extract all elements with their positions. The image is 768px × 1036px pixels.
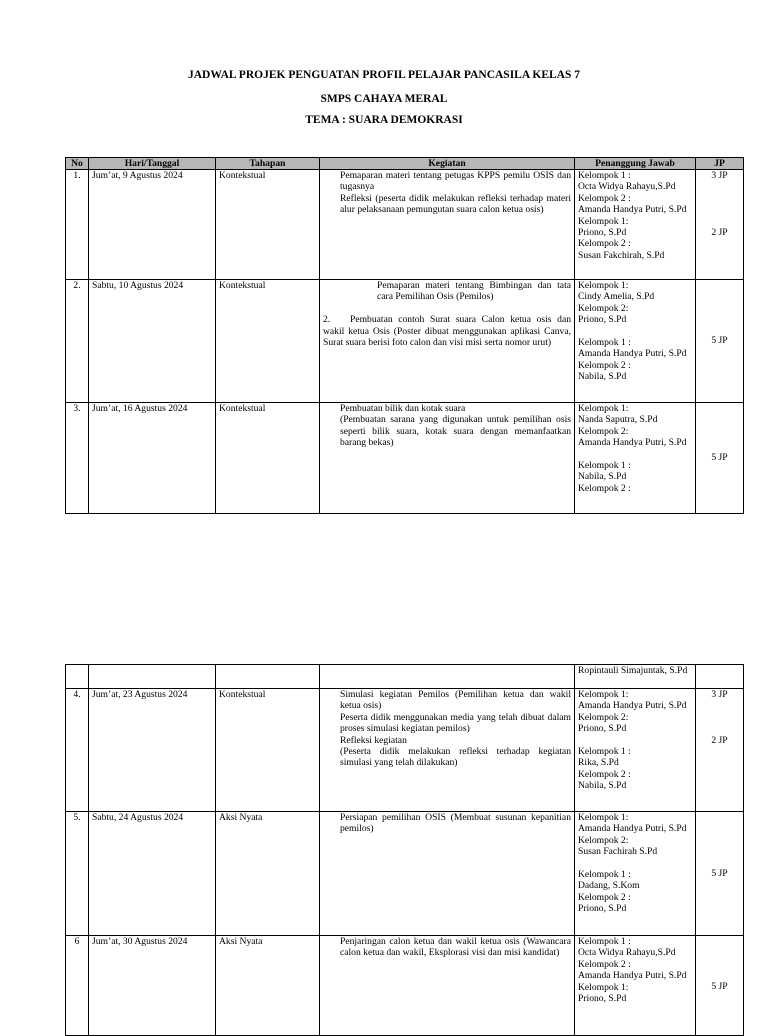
row-pic <box>575 936 696 1036</box>
pic-line: Octa Widya Rahayu,S.Pd <box>578 947 676 959</box>
row-phase: Kontekstual <box>216 403 320 514</box>
pic-line: Kelompok 1 : <box>578 869 631 881</box>
pic-line: Priono, S.Pd <box>578 723 627 735</box>
pic-line: Rika, S.Pd <box>578 757 619 769</box>
row-number: 4. <box>66 689 89 812</box>
pic-line: Nabila, S.Pd <box>578 371 627 383</box>
pic-line: Kelompok 1 : <box>578 460 631 472</box>
header-jp: JP <box>696 158 744 170</box>
table-row <box>66 936 744 1036</box>
pic-line: Amanda Handya Putri, S.Pd <box>578 437 687 449</box>
row-date: Sabtu, 24 Agustus 2024 <box>89 812 216 936</box>
row-activity <box>320 170 575 280</box>
table-row <box>66 170 744 280</box>
header-activity: Kegiatan <box>320 158 575 170</box>
school-name: SMPS CAHAYA MERAL <box>320 93 448 105</box>
pic-line: Kelompok 2: <box>578 834 629 846</box>
table-header-row <box>66 158 744 170</box>
row-pic <box>575 170 696 280</box>
document-title: JADWAL PROJEK PENGUATAN PROFIL PELAJAR PANCASILA KELAS 7 <box>188 69 580 81</box>
row-number: 1. <box>66 170 89 280</box>
pic-line: Priono, S.Pd <box>578 227 627 239</box>
row-activity <box>320 936 575 1036</box>
pic-line: Susan Fachirah S.Pd <box>578 846 658 858</box>
pic-line: Kelompok 1: <box>578 403 629 414</box>
pic-line: Amanda Handya Putri, S.Pd <box>578 970 687 982</box>
pic-line: Amanda Handya Putri, S.Pd <box>578 348 687 360</box>
pic-line: Kelompok 1 : <box>578 746 631 758</box>
row-pic: Ropintauli Simajuntak, S.Pd <box>575 665 696 689</box>
pic-line: Nabila, S.Pd <box>578 471 627 483</box>
activity-line: (Peserta didik melakukan refleksi terhadap kegiatan simulasi yang telah dilakukan) <box>340 746 571 769</box>
pic-line: Kelompok 2 : <box>578 192 631 204</box>
pic-line: Kelompok 2: <box>578 711 629 723</box>
row-jp: 5 JP <box>696 280 744 403</box>
pic-line: Amanda Handya Putri, S.Pd <box>578 700 687 712</box>
row-pic <box>575 689 696 812</box>
jp-value: 3 JP <box>711 170 728 181</box>
activity-text: Pembuatan contoh Surat suara Calon ketua osis dan wakil ketua Osis (Poster dibuat menggunakan aplikasi Canva, Surat suara berisi foto calon dan visi misi serta nomor urut) <box>323 314 571 349</box>
activity-line: Pemaparan materi tentang petugas KPPS pemilu OSIS dan tugasnya <box>340 170 571 193</box>
row-jp: 5 JP <box>696 403 744 514</box>
activity-line: Peserta didik menggunakan media yang telah dibuat dalam proses simulasi kegiatan pemilos) <box>340 711 571 735</box>
row-phase: Aksi Nyata <box>216 812 320 936</box>
header-pic: Penanggung Jawab <box>575 158 696 170</box>
pic-line: Priono, S.Pd <box>578 993 627 1005</box>
schedule-table <box>65 157 744 514</box>
empty-cell <box>320 665 575 689</box>
table-row <box>66 280 744 403</box>
activity-line: Refleksi kegiatan <box>340 734 407 746</box>
pic-line: Kelompok 2 : <box>578 238 631 250</box>
row-phase: Kontekstual <box>216 170 320 280</box>
pic-line: Kelompok 2 : <box>578 482 631 494</box>
header-date: Hari/Tanggal <box>89 158 216 170</box>
pic-line: Kelompok 1: <box>578 812 629 823</box>
pic-line: Nabila, S.Pd <box>578 780 627 792</box>
activity-line: Persiapan pemilihan OSIS (Membuat susunan kepanitian pemilos) <box>340 812 571 835</box>
row-activity <box>320 280 575 403</box>
pic-line: Kelompok 2 : <box>578 891 631 903</box>
row-pic <box>575 403 696 514</box>
header-no: No <box>66 158 89 170</box>
row-phase: Kontekstual <box>216 280 320 403</box>
jp-value: 3 JP <box>711 689 728 700</box>
jp-value: 2 JP <box>711 734 728 746</box>
row-jp: 5 JP <box>696 812 744 936</box>
pic-line: Kelompok 1 : <box>578 337 631 349</box>
table-row-continuation <box>66 665 744 689</box>
row-pic <box>575 280 696 403</box>
row-activity <box>320 812 575 936</box>
schedule-table-continued <box>65 664 744 1036</box>
pic-line: Kelompok 1: <box>578 280 629 291</box>
empty-cell <box>216 665 320 689</box>
activity-line: (Pembuatan sarana yang digunakan untuk pemilihan osis seperti bilik suara, kotak suara dengan memanfaatkan barang bekas) <box>340 414 571 449</box>
row-jp <box>696 689 744 812</box>
row-date: Jum’at, 23 Agustus 2024 <box>89 689 216 812</box>
row-jp <box>696 936 744 1036</box>
activity-line: Pembuatan bilik dan kotak suara <box>340 403 466 414</box>
activity-line: Penjaringan calon ketua dan wakil ketua osis (Wawancara calon ketua dan wakil, Eksplorasi visi dan misi kandidat) <box>340 936 571 959</box>
pic-line: Kelompok 2 : <box>578 359 631 371</box>
pic-line: Kelompok 2: <box>578 302 629 314</box>
theme-title: TEMA : SUARA DEMOKRASI <box>305 114 463 126</box>
jp-value: 2 JP <box>711 226 728 238</box>
pic-line: Kelompok 2 : <box>578 958 631 970</box>
row-date: Jum’at, 16 Agustus 2024 <box>89 403 216 514</box>
empty-cell <box>66 665 89 689</box>
activity-line: Pemaparan materi tentang Bimbingan dan tata cara Pemilihan Osis (Pemilos) <box>377 280 571 303</box>
pic-line: Susan Fakchirah, S.Pd <box>578 249 665 261</box>
pic-line: Kelompok 1 : <box>578 170 631 181</box>
activity-number: 2. <box>323 314 331 326</box>
header-phase: Tahapan <box>216 158 320 170</box>
row-phase: Aksi Nyata <box>216 936 320 1036</box>
pic-line: Kelompok 2: <box>578 425 629 437</box>
pic-line: Nanda Saputra, S.Pd <box>578 414 658 426</box>
pic-line: Cindy Amelia, S.Pd <box>578 291 655 303</box>
pic-line: Kelompok 1: <box>578 689 629 700</box>
pic-line: Dadang, S.Kom <box>578 880 640 892</box>
pic-line: Kelompok 1: <box>578 981 629 993</box>
pic-line: Priono, S.Pd <box>578 314 627 326</box>
table-row <box>66 689 744 812</box>
row-date: Sabtu, 10 Agustus 2024 <box>89 280 216 403</box>
pic-line: Kelompok 1: <box>578 215 629 227</box>
pic-line: Priono, S.Pd <box>578 903 627 915</box>
row-date: Jum’at, 9 Agustus 2024 <box>89 170 216 280</box>
row-pic <box>575 812 696 936</box>
row-number: 2. <box>66 280 89 403</box>
row-number: 3. <box>66 403 89 514</box>
empty-cell <box>89 665 216 689</box>
row-activity <box>320 403 575 514</box>
row-phase: Kontekstual <box>216 689 320 812</box>
row-date: Jum’at, 30 Agustus 2024 <box>89 936 216 1036</box>
row-number: 6 <box>66 936 89 1036</box>
pic-line: Kelompok 2 : <box>578 768 631 780</box>
activity-line <box>323 314 571 348</box>
pic-line: Amanda Handya Putri, S.Pd <box>578 823 687 835</box>
pic-line: Octa Widya Rahayu,S.Pd <box>578 181 676 193</box>
row-number: 5. <box>66 812 89 936</box>
pic-line: Kelompok 1 : <box>578 936 631 947</box>
row-activity <box>320 689 575 812</box>
jp-value: 5 JP <box>711 981 728 992</box>
pic-line: Amanda Handya Putri, S.Pd <box>578 204 687 216</box>
activity-line: Refleksi (peserta didik melakukan refleksi terhadap materi alur pelaksanaan pemungutan suara calon ketua osis) <box>340 192 571 216</box>
table-row <box>66 403 744 514</box>
empty-cell <box>696 665 744 689</box>
activity-line: Simulasi kegiatan Pemilos (Pemilihan ketua dan wakil ketua osis) <box>340 689 571 712</box>
table-row <box>66 812 744 936</box>
row-jp <box>696 170 744 280</box>
